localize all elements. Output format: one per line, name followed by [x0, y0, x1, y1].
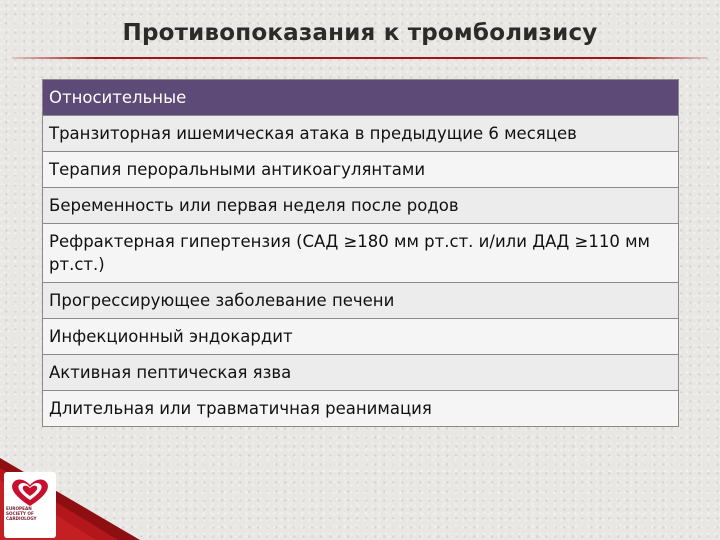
table-row [43, 116, 679, 152]
esc-logo [4, 472, 56, 538]
table-cell: Длительная или травматичная реанимация [43, 391, 679, 427]
table-row [43, 152, 679, 188]
esc-logo-text [6, 506, 54, 521]
slide-title: Противопоказания к тромболизису [122, 20, 598, 46]
table-row [43, 319, 679, 355]
heart-logo-icon [4, 474, 56, 510]
table-header-relative: Относительные [43, 80, 679, 116]
table-cell: Терапия пероральными антикоагулянтами [43, 152, 679, 188]
table-cell: Беременность или первая неделя после родов [43, 188, 679, 224]
table-cell: Рефрактерная гипертензия (САД ≥180 мм рт.ст. и/или ДАД ≥110 мм рт.ст.) [43, 224, 679, 283]
contraindications-table-container [42, 79, 679, 427]
table-cell: Прогрессирующее заболевание печени [43, 283, 679, 319]
table-cell: Инфекционный эндокардит [43, 319, 679, 355]
table-row [43, 188, 679, 224]
table-row [43, 224, 679, 283]
esc-logo-line: EUROPEAN [6, 506, 32, 511]
title-underline [12, 57, 708, 59]
contraindications-table [42, 79, 679, 427]
table-row [43, 391, 679, 427]
esc-logo-line: CARDIOLOGY [6, 516, 37, 521]
table-cell: Транзиторная ишемическая атака в предыдущие 6 месяцев [43, 116, 679, 152]
table-header-row [43, 80, 679, 116]
table-cell: Активная пептическая язва [43, 355, 679, 391]
esc-logo-line: SOCIETY OF [6, 511, 34, 516]
table-row [43, 355, 679, 391]
table-row [43, 283, 679, 319]
